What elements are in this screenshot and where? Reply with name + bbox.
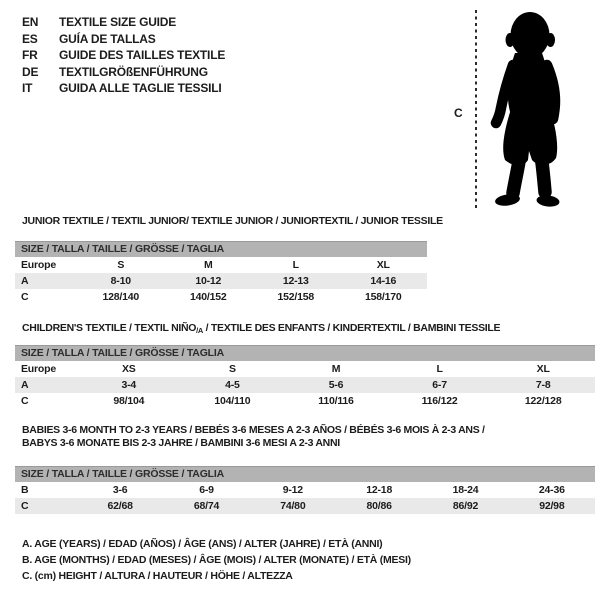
table-row bbox=[15, 257, 427, 273]
size-cell: 4-5 bbox=[225, 379, 240, 391]
table-row bbox=[15, 361, 595, 377]
babies-heading-line1: BABIES 3-6 MONTH TO 2-3 YEARS / BEBÉS 3-6 MESES A 2-3 AÑOS / BÉBÉS 3-6 MOIS À 2-3 ANS / bbox=[22, 424, 485, 436]
size-cell: 3-4 bbox=[121, 379, 137, 391]
children-heading-subscript: /A bbox=[196, 326, 204, 335]
table-row bbox=[15, 498, 595, 514]
height-measurement-figure bbox=[452, 6, 598, 218]
language-row bbox=[22, 80, 225, 97]
size-cell: 14-16 bbox=[370, 275, 397, 287]
size-cell: 110/116 bbox=[318, 395, 354, 407]
footnote-c: C. (cm) HEIGHT / ALTURA / HAUTEUR / HÖHE / ALTEZZA bbox=[22, 570, 293, 582]
children-section-heading bbox=[22, 322, 500, 337]
toddler-silhouette-icon bbox=[484, 9, 576, 211]
size-cell: 9-12 bbox=[282, 484, 303, 496]
guide-title: GUÍA DE TALLAS bbox=[59, 31, 156, 46]
height-dotted-line bbox=[475, 10, 477, 211]
size-cell: 98/104 bbox=[113, 395, 145, 407]
size-cell: M bbox=[331, 363, 341, 375]
height-measure-letter: C bbox=[454, 106, 463, 120]
size-cell: 140/152 bbox=[189, 291, 227, 303]
size-cell: S bbox=[228, 363, 236, 375]
size-cell: 5-6 bbox=[328, 379, 344, 391]
size-cell: 92/98 bbox=[539, 500, 565, 512]
guide-title: TEXTILGRÖßENFÜHRUNG bbox=[59, 64, 208, 79]
size-cell: 12-18 bbox=[366, 484, 393, 496]
size-cell: 10-12 bbox=[195, 275, 222, 287]
size-cell: 128/140 bbox=[102, 291, 140, 303]
table-row bbox=[15, 289, 427, 305]
size-cell: 86/92 bbox=[452, 500, 479, 512]
size-cell: XS bbox=[121, 363, 136, 375]
footnote-a: A. AGE (YEARS) / EDAD (AÑOS) / ÂGE (ANS) / ALTER (JAHRE) / ETÀ (ANNI) bbox=[22, 538, 383, 550]
size-cell: 8-10 bbox=[110, 275, 131, 287]
row-label: Europe bbox=[21, 259, 56, 271]
size-cell: 68/74 bbox=[193, 500, 220, 512]
size-cell: 7-8 bbox=[535, 379, 551, 391]
row-label: B bbox=[21, 484, 29, 496]
table-header: SIZE / TALLA / TAILLE / GRÖSSE / TAGLIA bbox=[15, 241, 427, 257]
guide-title: GUIDE DES TAILLES TEXTILE bbox=[59, 48, 226, 62]
size-cell: 12-13 bbox=[282, 275, 309, 287]
babies-section-heading bbox=[22, 424, 485, 450]
language-code: FR bbox=[22, 48, 38, 62]
language-title-list bbox=[22, 14, 225, 97]
row-label: C bbox=[21, 291, 29, 303]
legend-footnotes bbox=[22, 536, 411, 584]
language-row bbox=[22, 47, 225, 64]
babies-heading-line2: BABYS 3-6 MONATE BIS 2-3 JAHRE / BAMBINI 3-6 MESI A 2-3 ANNI bbox=[22, 437, 340, 449]
table-header: SIZE / TALLA / TAILLE / GRÖSSE / TAGLIA bbox=[15, 466, 595, 482]
size-cell: 62/68 bbox=[107, 500, 133, 512]
junior-size-table bbox=[15, 241, 427, 305]
size-cell: 6-9 bbox=[199, 484, 214, 496]
size-cell: XL bbox=[536, 363, 550, 375]
size-cell: 6-7 bbox=[432, 379, 447, 391]
language-row bbox=[22, 14, 225, 31]
size-cell: 158/170 bbox=[364, 291, 402, 303]
language-code: EN bbox=[22, 15, 39, 29]
size-cell: 122/128 bbox=[524, 395, 562, 407]
language-code: DE bbox=[22, 64, 39, 79]
children-size-table bbox=[15, 345, 595, 409]
children-heading-pre: CHILDREN'S TEXTILE / TEXTIL NIÑO bbox=[22, 322, 197, 334]
size-cell: 74/80 bbox=[280, 500, 306, 512]
size-cell: L bbox=[436, 363, 443, 375]
size-cell: 3-6 bbox=[112, 484, 128, 496]
size-cell: 80/86 bbox=[366, 500, 392, 512]
row-label: Europe bbox=[21, 363, 56, 375]
junior-section-heading: JUNIOR TEXTILE / TEXTIL JUNIOR/ TEXTILE JUNIOR / JUNIORTEXTIL / JUNIOR TESSILE bbox=[22, 215, 443, 227]
footnote-b: B. AGE (MONTHS) / EDAD (MESES) / ÂGE (MOIS) / ALTER (MONATE) / ETÀ (MESI) bbox=[22, 554, 411, 566]
table-row bbox=[15, 377, 595, 393]
guide-title: TEXTILE SIZE GUIDE bbox=[59, 15, 177, 29]
children-heading-post: / TEXTILE DES ENFANTS / KINDERTEXTIL / BAMBINI TESSILE bbox=[203, 322, 501, 334]
table-header: SIZE / TALLA / TAILLE / GRÖSSE / TAGLIA bbox=[15, 345, 595, 361]
table-row bbox=[15, 393, 595, 409]
size-cell: 104/110 bbox=[214, 395, 251, 407]
size-cell: 18-24 bbox=[452, 484, 479, 496]
language-code: ES bbox=[22, 31, 38, 46]
language-row bbox=[22, 64, 225, 81]
guide-title: GUIDA ALLE TAGLIE TESSILI bbox=[59, 81, 222, 95]
size-cell: M bbox=[203, 259, 213, 271]
row-label: A bbox=[21, 275, 29, 287]
language-code: IT bbox=[22, 81, 33, 95]
size-cell: XL bbox=[376, 259, 390, 271]
table-row bbox=[15, 273, 427, 289]
language-row bbox=[22, 31, 225, 48]
row-label: C bbox=[21, 395, 29, 407]
size-cell: L bbox=[292, 259, 299, 271]
size-cell: 152/158 bbox=[277, 291, 315, 303]
size-cell: S bbox=[117, 259, 125, 271]
size-cell: 24-36 bbox=[538, 484, 565, 496]
table-row bbox=[15, 482, 595, 498]
babies-size-table bbox=[15, 466, 595, 514]
row-label: C bbox=[21, 500, 29, 512]
size-cell: 116/122 bbox=[421, 395, 458, 407]
row-label: A bbox=[21, 379, 29, 391]
